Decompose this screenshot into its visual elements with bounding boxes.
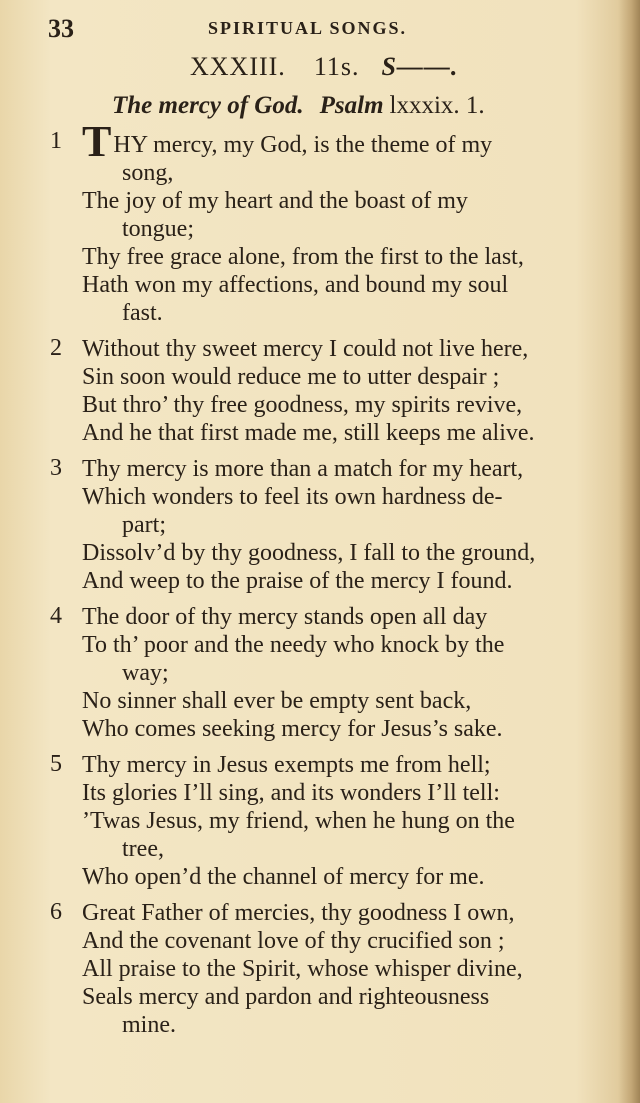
verse-line-text: mine. <box>122 1012 176 1038</box>
verse-line <box>82 271 624 299</box>
verse-line-text: way; <box>122 660 169 686</box>
verse-line-text: The door of thy mercy stands open all day <box>82 604 488 630</box>
verse-line-text: Who comes seeking mercy for Jesus’s sake. <box>82 716 503 742</box>
verse-line <box>122 299 602 327</box>
verse-line <box>82 899 624 927</box>
verse-line-text: tree, <box>122 836 164 862</box>
verse-line <box>82 335 624 363</box>
verses-container <box>0 117 640 1047</box>
verse <box>0 335 640 447</box>
hymn-heading <box>190 52 458 82</box>
verse-line <box>82 243 624 271</box>
verse-line <box>122 659 602 687</box>
verse-line <box>82 483 624 511</box>
running-title: SPIRITUAL SONGS. <box>208 18 408 38</box>
verse-number: 5 <box>50 751 62 777</box>
verse-number: 4 <box>50 603 62 629</box>
verse-line-text: Thy mercy in Jesus exempts me from hell; <box>82 752 491 778</box>
verse-line <box>82 539 624 567</box>
verse-line <box>122 511 602 539</box>
verse-line-text: To th’ poor and the needy who knock by the <box>82 632 505 658</box>
verse-line-text: Thy mercy is more than a match for my heart, <box>82 456 524 482</box>
hymn-tune: S——. <box>381 52 459 81</box>
verse-line <box>82 687 624 715</box>
verse-line <box>122 835 602 863</box>
verse-line-text: All praise to the Spirit, whose whisper divine, <box>82 956 523 982</box>
verse-line <box>82 715 624 743</box>
verse-line-text: The joy of my heart and the boast of my <box>82 188 468 214</box>
verse <box>0 455 640 595</box>
verse-line <box>82 117 624 166</box>
verse-line <box>82 419 624 447</box>
verse-number: 6 <box>50 899 62 925</box>
hymn-subject: The mercy of God. <box>112 92 304 119</box>
verse-line <box>82 751 624 779</box>
verse-line-text: Dissolv’d by thy goodness, I fall to the ground, <box>82 540 536 566</box>
verse-line <box>82 363 624 391</box>
verse-line-text: Sin soon would reduce me to utter despair ; <box>82 364 500 390</box>
page-header <box>48 14 608 43</box>
verse-number: 2 <box>50 335 62 361</box>
verse-line <box>82 567 624 595</box>
drop-cap: T <box>82 117 112 166</box>
verse <box>0 751 640 891</box>
verse-line <box>82 391 624 419</box>
verse-line-text: part; <box>122 512 166 538</box>
verse-line-text: Who open’d the channel of mercy for me. <box>82 864 485 890</box>
verse-line <box>82 779 624 807</box>
verse-line <box>82 983 624 1011</box>
verse-line-text: No sinner shall ever be empty sent back, <box>82 688 472 714</box>
page-number: 33 <box>48 14 74 43</box>
verse-line-text: Without thy sweet mercy I could not live here, <box>82 336 529 362</box>
verse-line-text: Hath won my affections, and bound my soul <box>82 272 509 298</box>
verse-line <box>82 927 624 955</box>
verse-line-text: Which wonders to feel its own hardness de- <box>82 484 503 510</box>
verse-line-text: Thy free grace alone, from the first to the last, <box>82 244 524 270</box>
verse-line <box>82 955 624 983</box>
verse-line <box>82 631 624 659</box>
verse-line-text: And the covenant love of thy crucified son ; <box>82 928 505 954</box>
verse-number: 1 <box>50 128 62 154</box>
verse-line-text: ’Twas Jesus, my friend, when he hung on the <box>82 808 515 834</box>
verse-line-text: And he that first made me, still keeps me alive. <box>82 420 535 446</box>
verse-line-text: tongue; <box>122 216 194 242</box>
verse-line <box>82 603 624 631</box>
verse-line <box>122 215 602 243</box>
verse-line <box>82 187 624 215</box>
hymn-meter: 11s. <box>313 52 360 81</box>
verse-line <box>82 807 624 835</box>
verse <box>0 603 640 743</box>
verse-number: 3 <box>50 455 62 481</box>
psalm-label: Psalm <box>319 92 384 119</box>
hymn-subtitle <box>112 92 485 120</box>
verse-line <box>82 455 624 483</box>
verse-line-text: HY mercy, my God, is the theme of my <box>113 132 493 158</box>
verse-line-text: song, <box>122 160 174 186</box>
verse <box>0 117 640 327</box>
hymn-number: XXXIII. <box>190 52 286 81</box>
verse-line-text: fast. <box>122 300 163 326</box>
verse <box>0 899 640 1039</box>
psalm-reference: lxxxix. 1. <box>389 92 485 119</box>
verse-line <box>82 863 624 891</box>
verse-line <box>122 1011 602 1039</box>
verse-line-text: But thro’ thy free goodness, my spirits revive, <box>82 392 523 418</box>
verse-line-text: Great Father of mercies, thy goodness I own, <box>82 900 515 926</box>
verse-line <box>122 159 602 187</box>
verse-line-text: And weep to the praise of the mercy I found. <box>82 568 513 594</box>
verse-line-text: Its glories I’ll sing, and its wonders I’ll tell: <box>82 780 500 806</box>
verse-line-text: Seals mercy and pardon and righteousness <box>82 984 490 1010</box>
